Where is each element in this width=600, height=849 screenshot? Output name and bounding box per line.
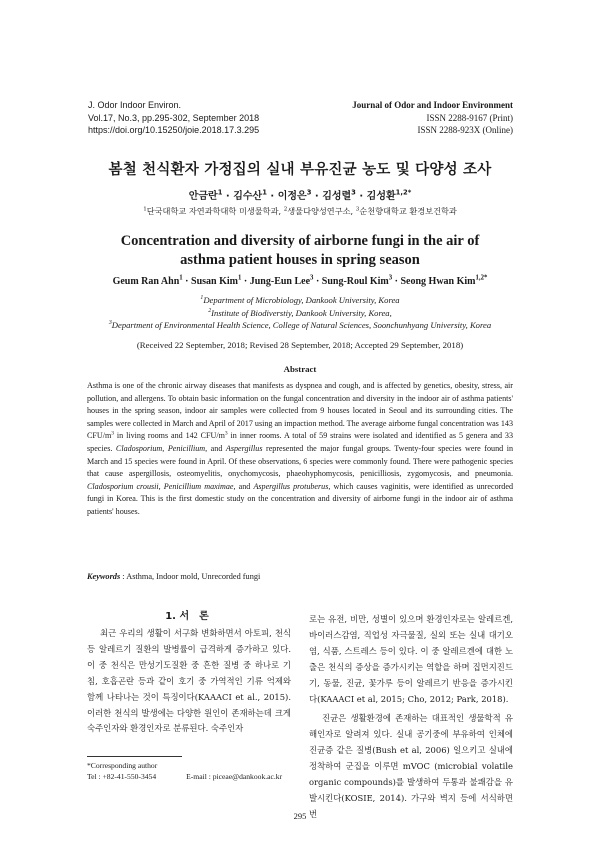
doi-link[interactable]: https://doi.org/10.15250/joie.2018.17.3.295 [88, 125, 260, 135]
affil-text: Department of Environmental Health Science, College of Natural Sciences, Soonchunhyang University, Korea [111, 320, 492, 330]
affil-sup: 2 [283, 206, 288, 213]
affil-sup: 3 [355, 206, 360, 213]
affil-sup: 1 [200, 295, 204, 302]
issn-online: ISSN 2288-923X (Online) [417, 125, 513, 135]
affil-sup: 3 [108, 320, 112, 327]
affil-sup: 1 [143, 206, 147, 213]
abstract-text: in living rooms and 142 CFU/m [114, 431, 225, 441]
title-line: asthma patient houses in spring season [180, 252, 420, 268]
email[interactable]: E-mail : piceae@dankook.ac.kr [186, 772, 283, 781]
keywords-label: Keywords [87, 572, 121, 581]
authors-english: Geum Ran Ahn$^1$ · Susan Kim$^1$ · Jung-Eun Lee$^3$ · Sung-Roul Kim$^3$ · Seong Hwan Kim$^{1,2*}$ [112, 274, 488, 287]
author-sup: 3 [306, 188, 312, 197]
affiliation-ko: 순천향대학교 환경보건학과 [359, 206, 457, 216]
author-ko: 김성렬 [322, 191, 352, 202]
title-korean: 봄철 천식환자 가정집의 실내 부유진균 농도 및 다양성 조사 [108, 162, 492, 178]
species-name: Cladosporium crousii [87, 481, 159, 491]
unit-sup: 3 [111, 430, 115, 437]
author-ko: 김수산 [233, 191, 263, 202]
author-en: Susan Kim [191, 276, 238, 287]
journal-citation [88, 99, 259, 137]
affiliation-en [0, 307, 600, 320]
body-paragraph: 로는 유전, 비만, 성별이 있으며 환경인자로는 알레르겐, 바이러스감염, 직업성 자극물질, 실외 또는 실내 대기오염, 식품, 스트레스 등이 있다. 이 중 알레르겐에 대한 노출은 천식의 증상을 증가시키는 역할을 하며 집먼지진드기, 동물, 진균, 꽃가루 등이 알레르기 반응을 증가시킨다(KAAACI et al, 2015; Cho, 2012; Park, 2018). [309, 614, 513, 704]
abstract-text: , and [233, 481, 254, 491]
journal-volume: Vol.17, No.3, pp.295-302, September 2018 [88, 112, 260, 123]
author-ko: 이정은 [277, 191, 307, 202]
received-dates: (Received 22 September, 2018; Revised 28 September, 2018; Accepted 29 September, 2018) [136, 340, 464, 350]
journal-issn-block [352, 99, 513, 137]
author-sup: 1 [262, 188, 267, 197]
body-paragraph: 진균은 생활환경에 존재하는 대표적인 생물학적 유해인자로 알려져 있다. 실내 공기중에 부유하여 인체에 진균증 같은 질병(Bush et al, 2006) 일으키고 실내에 정착하여 군집을 이루면 mVOC (microbial volatile organic compounds)를 발생하여 두통과 불쾌감을 유발시킨다(KOSIE, 2014). 가구와 벽지 등에 서식하면 번 [309, 713, 513, 819]
author-sup: 1 [217, 188, 223, 197]
body-column-right [309, 612, 513, 823]
telephone: Tel : +82-41-550-3454 [87, 772, 157, 781]
author-sup: 1,2* [475, 274, 488, 282]
title-english [80, 232, 520, 270]
abstract-body [87, 380, 513, 519]
abstract-text: represented the major fungal groups. Twenty-four species were found in March and 15 species were found in April. Of these observations, 6 species were commonly found. There were pathogenic species that cause aspergillosis, osteomyelitis, onychomycosis, phaeohyphomycosis, penicilliosis, zygomycosis, and pneumonia. [87, 443, 513, 479]
affiliations-korean [0, 206, 600, 217]
affil-text: Institute of Biodiverstiy, Dankook University, Korea, [211, 307, 392, 318]
footnote-rule [87, 756, 182, 757]
affiliation-en [0, 294, 600, 307]
footnote [87, 760, 307, 782]
journal-name: Journal of Odor and Indoor Environment [352, 100, 513, 110]
species-name: Aspergillus protuberus [253, 481, 329, 491]
abstract-text: Asthma is one of the chronic airway diseases that manifests as dyspnea and cough, and is affected by genetics, obesity, stress, air pollution, and allergens. To obtain basic information on the fungal concentration and diversity in the indoor air of asthma patients' houses in the spring season, indoor air samples were collected from 9 houses located in Seoul and its surrounding cities. The samples were collected in March and April of 2017 using an impaction method. The average airborne fungal concentration was 143 CFU/m [87, 381, 513, 441]
abstract-text: in inner rooms. A total of 59 strains were isolated and identified as 5 genera and 33 species. [87, 431, 513, 453]
title-line: Concentration and diversity of airborne fungi in the air of [120, 233, 480, 249]
affiliations-english [0, 294, 600, 332]
abstract-heading: Abstract [283, 364, 317, 374]
author-sup: 1 [237, 274, 242, 282]
abstract-text: , [158, 481, 164, 491]
keywords [87, 572, 513, 581]
author-en: Seong Hwan Kim [400, 276, 476, 287]
affiliation-ko: 생물다양성연구소, [287, 206, 356, 216]
body-paragraph: 최근 우리의 생활이 서구화 변화하면서 아토피, 천식 등 알레르기 질환의 발병률이 급격하게 증가하고 있다. 이 중 천식은 만성기도질환 중 흔한 질병 중 하나로 기침, 호흡곤란 등과 같이 호기 중 가역적인 기류 억제와 함께 나타나는 것이 특징이다(KAAACI et al., 2015). 이러한 천식의 발생에는 다양한 원인이 존재하는데 크게 숙주인자와 환경인자로 분류된다. 숙주인자 [87, 628, 291, 734]
affiliation-ko: 단국대학교 자연과학대학 미생물학과, [146, 206, 284, 216]
species-name: Penicillium maximae [163, 481, 234, 491]
genus-name: Cladosporium [115, 443, 163, 453]
issn-print: ISSN 2288-9167 (Print) [426, 112, 513, 123]
author-sup: 1,2* [395, 188, 412, 197]
abstract-text: , and [205, 443, 226, 453]
page-number: 295 [293, 811, 307, 821]
keywords-list: : Asthma, Indoor mold, Unrecorded fungi [120, 572, 261, 581]
abstract-text: , [162, 443, 168, 453]
corresponding-author-label: *Corresponding author [87, 761, 158, 770]
abstract-text: , which causes vaginitis, were identified as unrecorded fungi in Korea. This is the first domestic study on the concentration and diversity of airborne fungi in the indoor air of asthma patients' houses. [87, 481, 513, 516]
journal-abbrev: J. Odor Indoor Environ. [88, 100, 182, 110]
section-heading-introduction: 1. 서 론 [165, 611, 209, 622]
affiliation-en [0, 319, 600, 332]
unit-sup: 3 [224, 430, 228, 437]
body-column-left [87, 626, 291, 737]
author-en: Jung-Eun Lee [249, 276, 311, 287]
author-ko: 김성환 [366, 191, 396, 202]
author-sup: 3 [351, 188, 356, 197]
genus-name: Aspergillus [225, 443, 263, 453]
author-en: Geum Ran Ahn [112, 276, 180, 287]
genus-name: Penicillium [167, 443, 206, 453]
author-en: Sung-Roul Kim [321, 276, 389, 287]
author-sup: 3 [388, 274, 393, 282]
contact-line [87, 771, 307, 782]
author-sup: 3 [310, 274, 314, 282]
authors-korean: 안금란$^1$ · 김수산$^1$ · 이정은$^3$ · 김성렬$^3$ · 김성환$^{1,2*}$ [188, 188, 412, 202]
affil-sup: 2 [208, 307, 212, 314]
affil-text: Department of Microbiology, Dankook University, Korea [203, 295, 400, 305]
author-ko: 안금란 [188, 191, 218, 202]
author-sup: 1 [179, 274, 183, 282]
